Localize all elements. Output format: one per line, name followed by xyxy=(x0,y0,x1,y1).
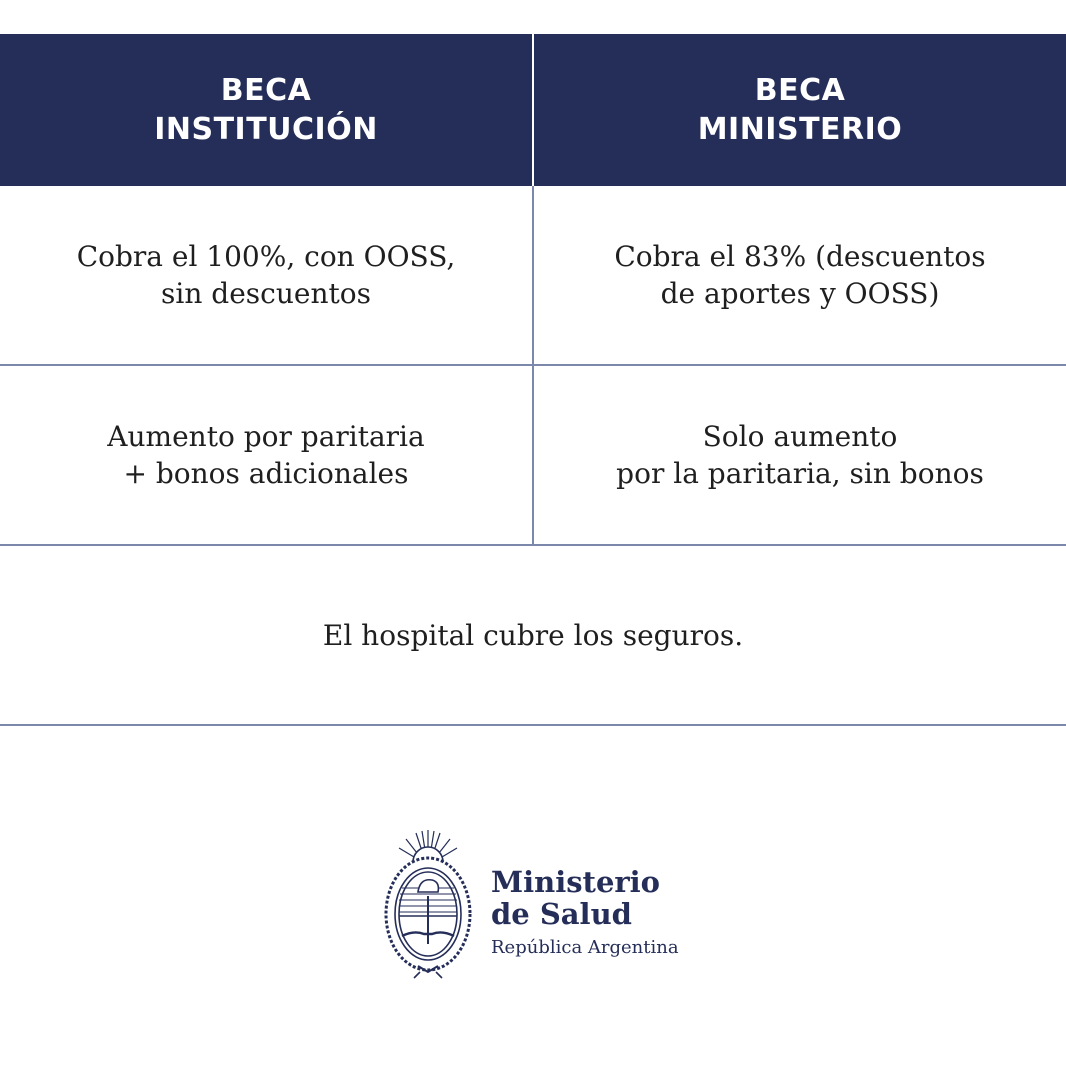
table-cell: Aumento por paritaria + bonos adicionales xyxy=(0,366,534,544)
header-line: INSTITUCIÓN xyxy=(154,112,378,147)
logo-text xyxy=(491,866,679,960)
header-beca-ministerio xyxy=(534,34,1066,186)
comparison-table xyxy=(0,34,1066,726)
table-cell: Solo aumento por la paritaria, sin bonos xyxy=(616,420,984,490)
table-row xyxy=(0,186,1066,366)
ministerio-logo xyxy=(380,826,700,986)
table-row-footer xyxy=(0,546,1066,726)
table-header xyxy=(0,34,1066,186)
coat-of-arms-icon xyxy=(380,826,480,986)
table-row xyxy=(0,366,1066,546)
logo-title-line1: Ministerio xyxy=(491,865,661,899)
header-line: BECA xyxy=(220,73,312,108)
table-cell-full: El hospital cubre los seguros. xyxy=(322,618,744,652)
logo-title-line2: de Salud xyxy=(491,897,632,931)
header-beca-institucion xyxy=(0,34,534,186)
logo-subtitle: República Argentina xyxy=(491,937,679,958)
table-cell: Cobra el 100%, con OOSS, sin descuentos xyxy=(0,186,534,364)
header-line: BECA xyxy=(754,73,846,108)
table-cell: Cobra el 83% (descuentos de aportes y OOSS) xyxy=(614,240,986,310)
header-line: MINISTERIO xyxy=(697,112,903,147)
